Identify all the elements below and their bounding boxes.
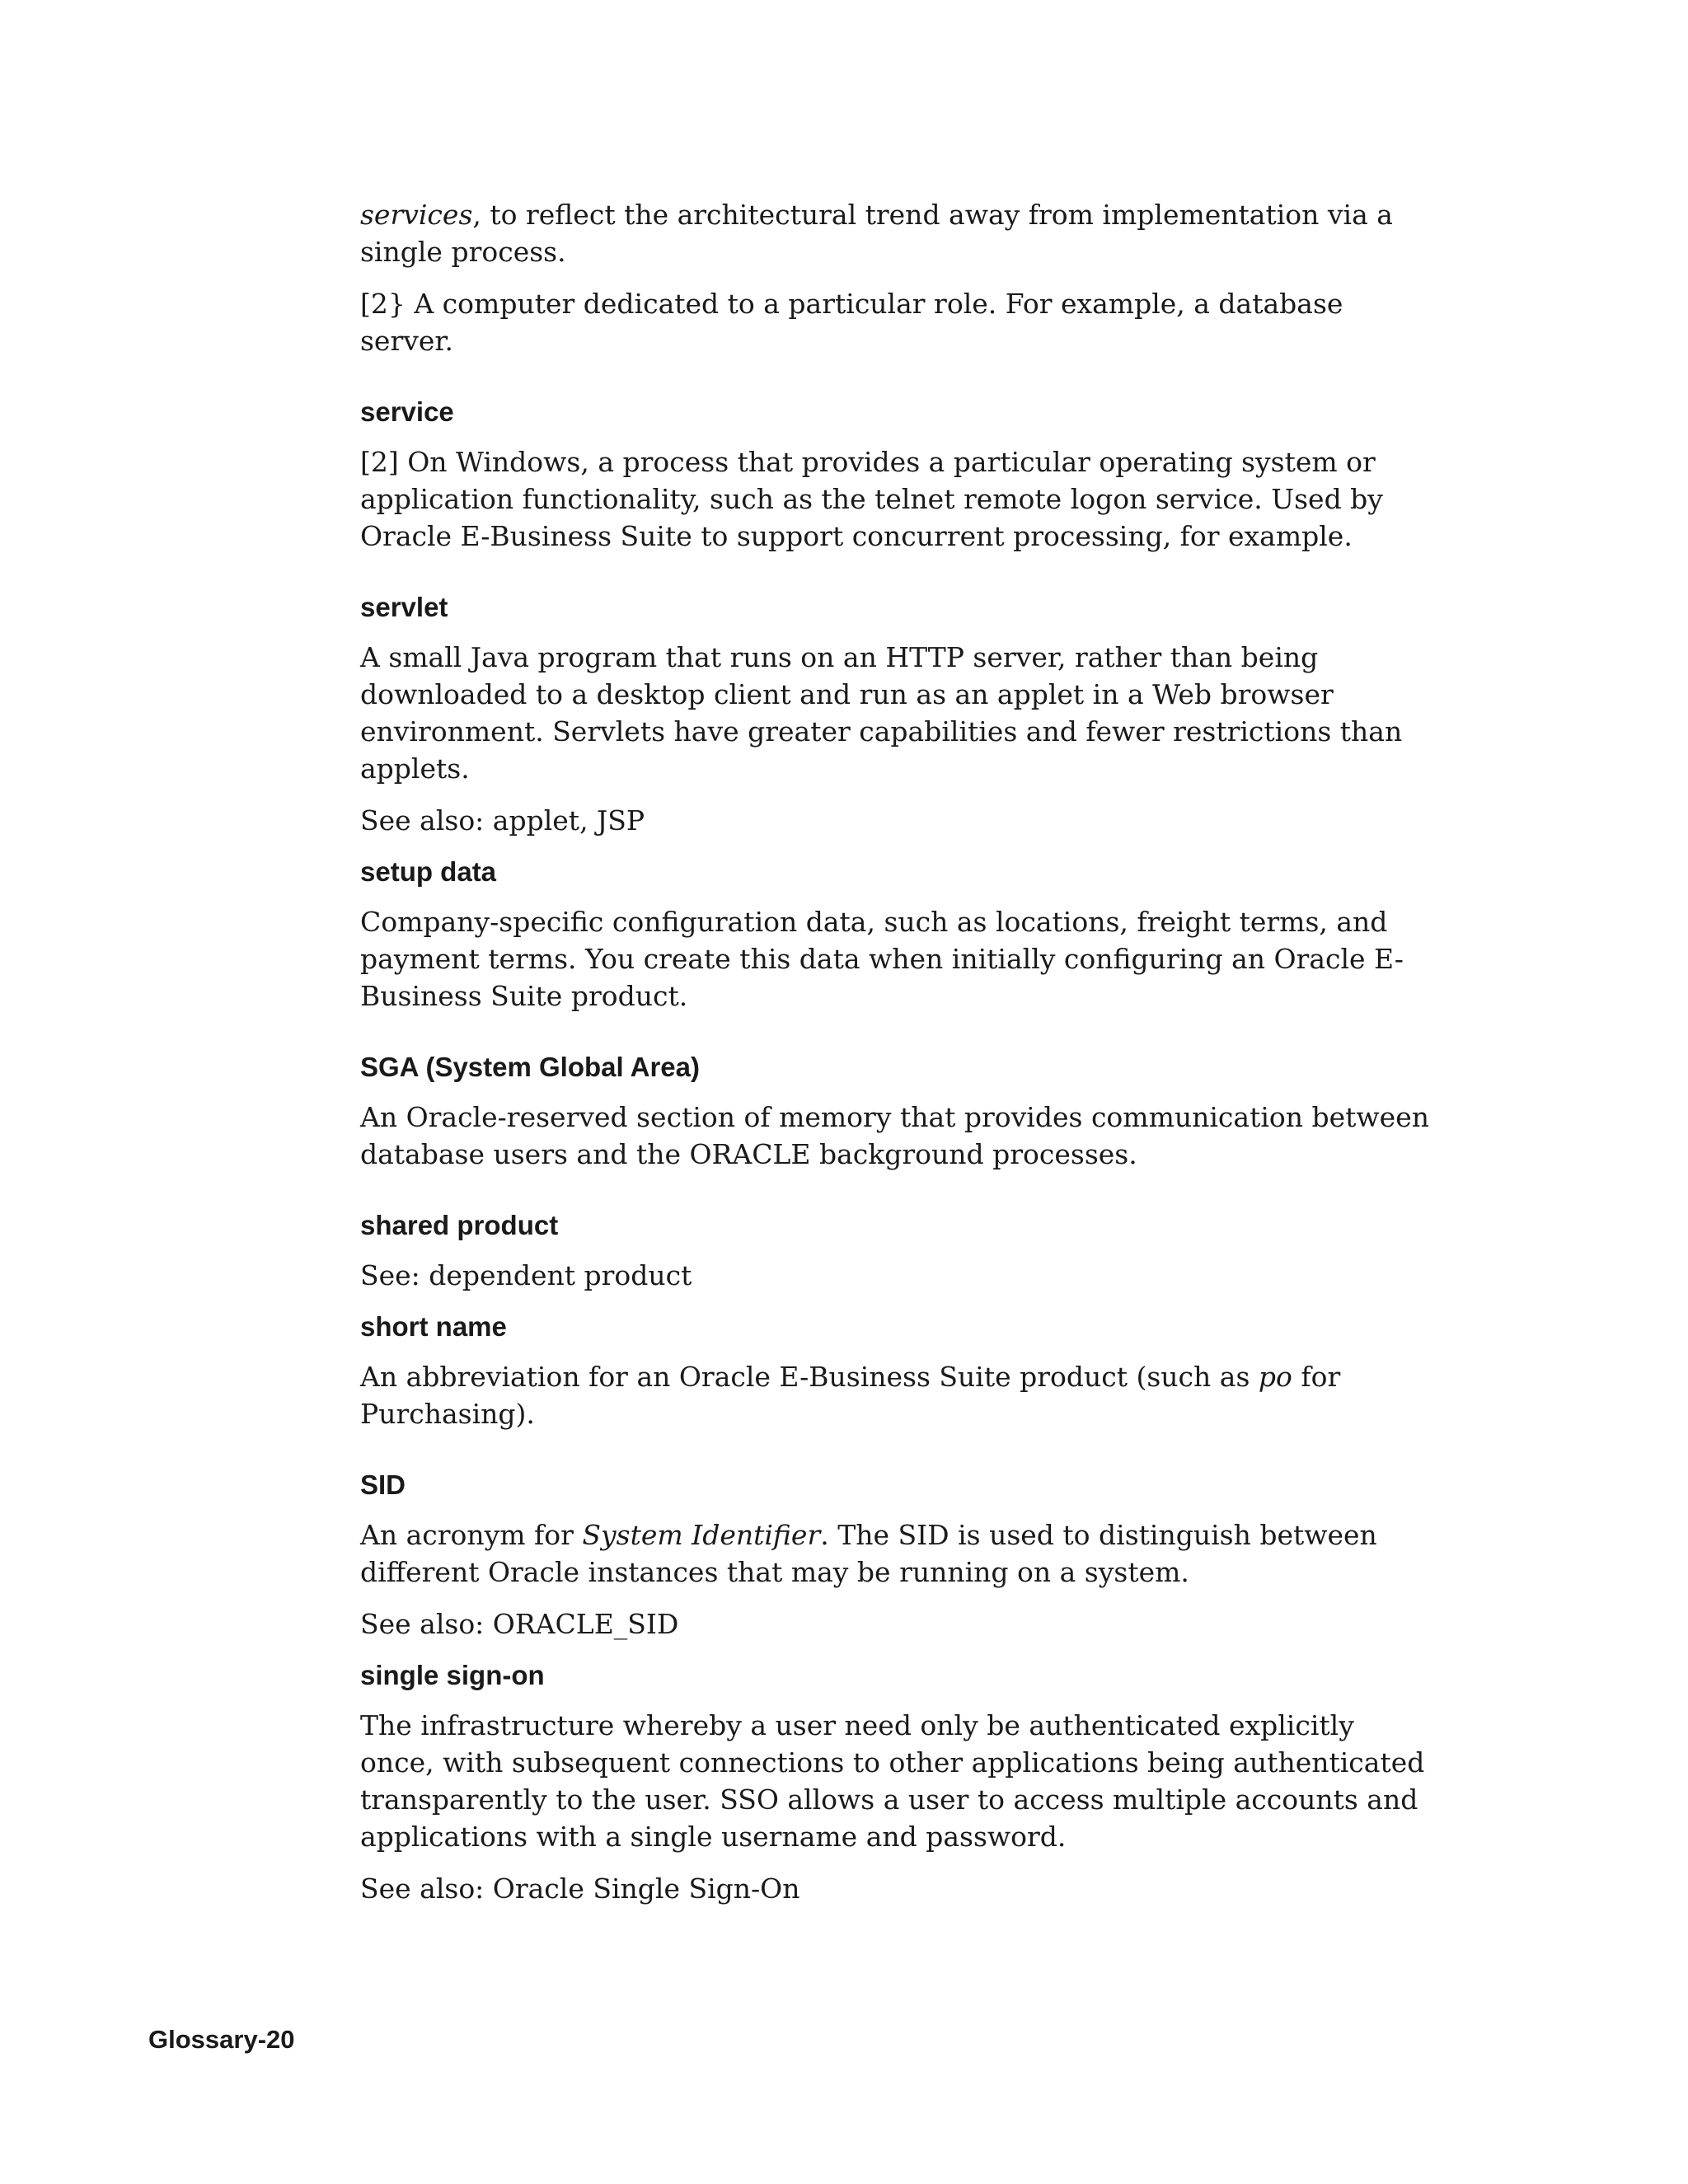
sid-def-part2: . The SID is used to distinguish between different Oracle instances that may be running on a system. bbox=[360, 1519, 1377, 1588]
definition-single-sign-on: The infrastructure whereby a user need only be authenticated explicitly once, with subsequent connections to other applications being authenticated transparently to the user. SSO allows a user to access multiple accounts and applications with a single username and password. bbox=[360, 1709, 1425, 1853]
term-servlet: servlet bbox=[360, 592, 448, 622]
sid-def-part1: An acronym for bbox=[360, 1519, 583, 1551]
definition-servlet: A small Java program that runs on an HTTP server, rather than being downloaded to a desktop client and run as an applet in a Web browser environment. Servlets have greater capabilities and fewer restrictions than applets. bbox=[360, 641, 1403, 785]
definition-short-name bbox=[360, 1358, 1432, 1432]
sid-def-italic: System Identifier bbox=[582, 1519, 821, 1551]
definition-sga: An Oracle-reserved section of memory that provides communication between database users and the ORACLE background processes. bbox=[360, 1101, 1429, 1170]
term-sga: SGA (System Global Area) bbox=[360, 1052, 701, 1082]
term-short-name: short name bbox=[360, 1311, 507, 1342]
definition-setup-data: Company-specific configuration data, such as locations, freight terms, and payment terms. You create this data when initially configuring an Oracle E-Business Suite product. bbox=[360, 906, 1404, 1012]
term-setup-data: setup data bbox=[360, 856, 497, 887]
see-also-sid: See also: ORACLE_SID bbox=[360, 1608, 679, 1640]
see-also-servlet: See also: applet, JSP bbox=[360, 804, 645, 837]
definition-shared-product: See: dependent product bbox=[360, 1259, 692, 1291]
short-name-def-part2: for Purchasing). bbox=[360, 1361, 1341, 1430]
continued-definition-item-2: [2} A computer dedicated to a particular role. For example, a database server. bbox=[360, 288, 1343, 357]
see-also-single-sign-on: See also: Oracle Single Sign-On bbox=[360, 1872, 800, 1905]
term-single-sign-on: single sign-on bbox=[360, 1660, 545, 1690]
term-shared-product: shared product bbox=[360, 1210, 559, 1240]
short-name-def-italic: po bbox=[1258, 1361, 1292, 1393]
definition-service: [2] On Windows, a process that provides a particular operating system or application functionality, such as the telnet remote logon service. Used by Oracle E-Business Suite to support concurrent processing, for example. bbox=[360, 446, 1383, 552]
glossary-content bbox=[360, 196, 1432, 1922]
continued-definition bbox=[360, 196, 1432, 270]
term-sid: SID bbox=[360, 1469, 406, 1500]
continued-italic-term: services bbox=[360, 199, 473, 231]
continued-text: , to reflect the architectural trend away from implementation via a single process. bbox=[360, 199, 1393, 268]
definition-sid bbox=[360, 1516, 1432, 1591]
page-footer: Glossary-20 bbox=[148, 2025, 295, 2054]
short-name-def-part1: An abbreviation for an Oracle E-Business Suite product (such as bbox=[360, 1361, 1259, 1393]
term-service: service bbox=[360, 396, 454, 427]
